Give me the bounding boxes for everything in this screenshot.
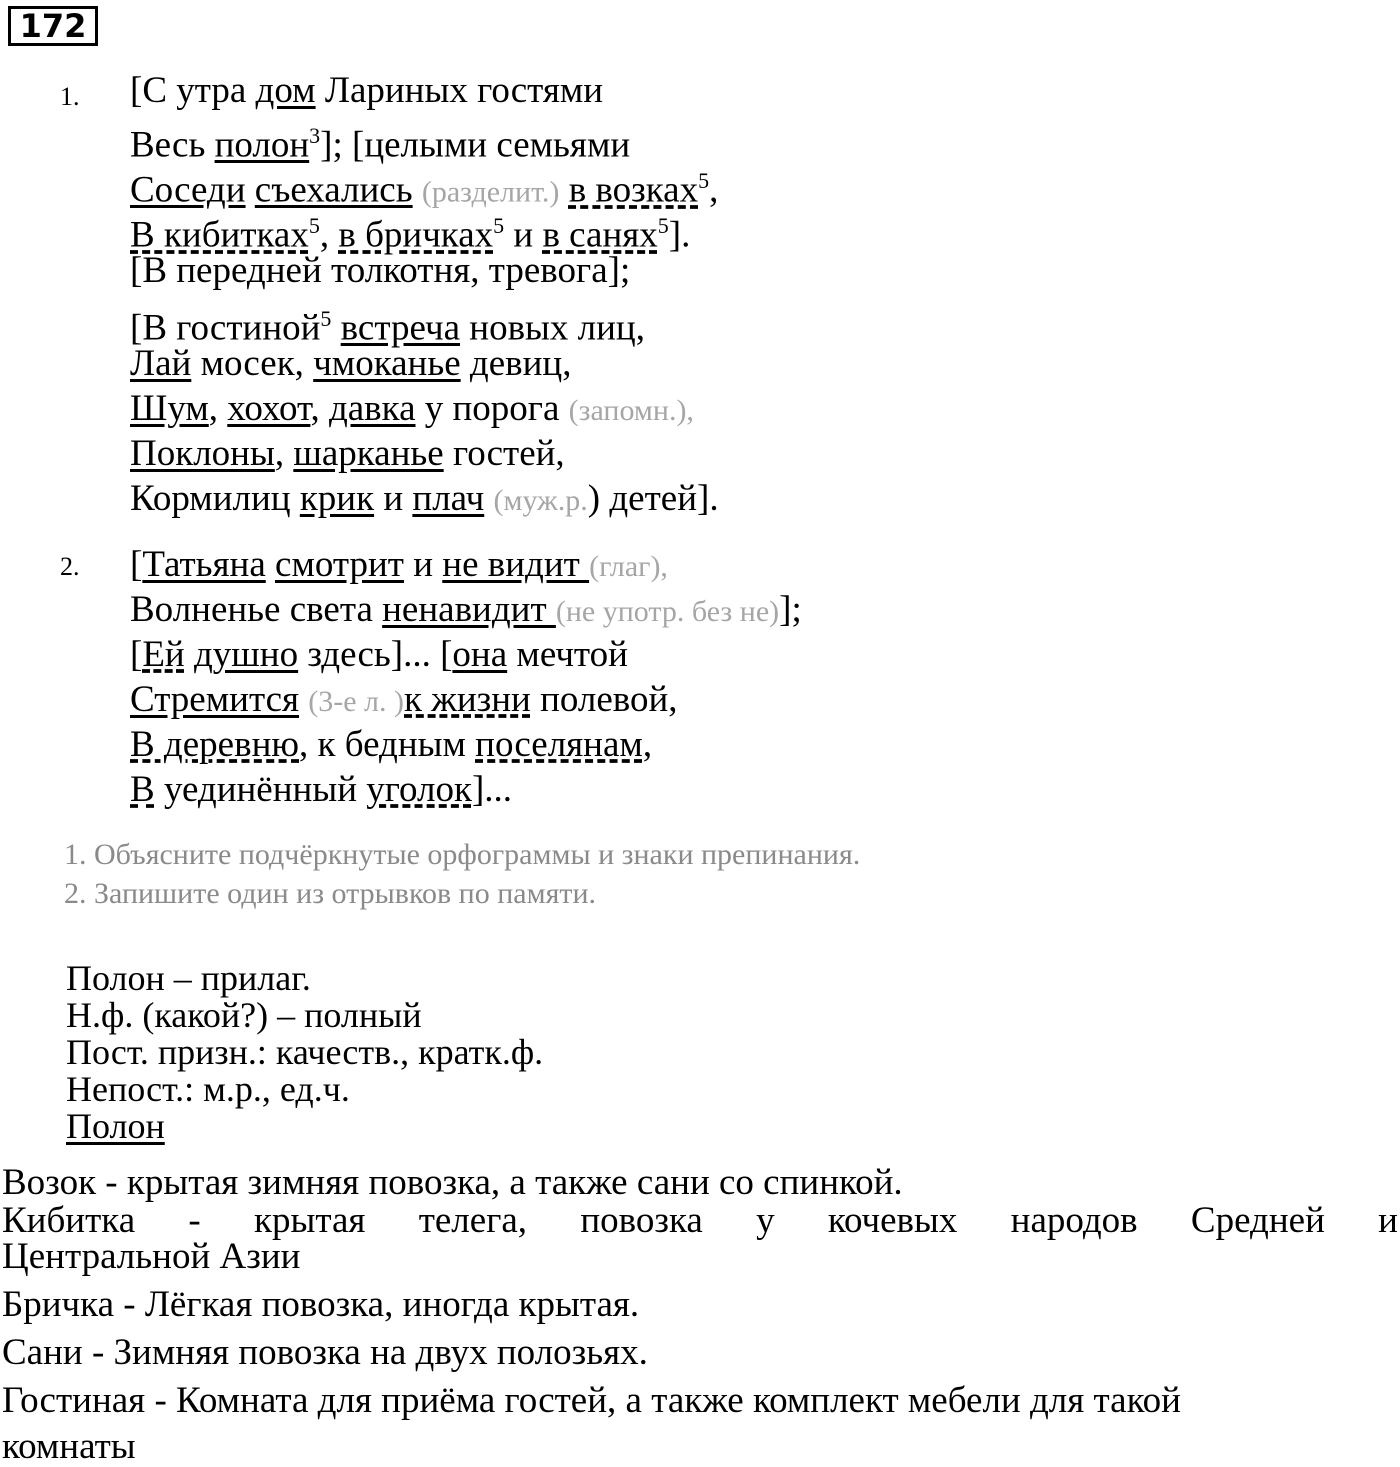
text: Волненье света: [130, 589, 383, 630]
poem-line: [130, 341, 571, 386]
text: [В гостиной: [130, 307, 321, 349]
text: , к бедным: [299, 724, 476, 765]
text: [В передней толкотня, тревога];: [130, 250, 631, 291]
subject: она: [452, 634, 508, 675]
predicate: смотрит: [275, 544, 404, 585]
text: ].: [668, 214, 691, 256]
note: (муж.р.: [493, 484, 588, 517]
note: (разделит.): [421, 175, 560, 209]
poem-line: [130, 68, 603, 113]
note: (глаг),: [589, 550, 668, 583]
predicate: Стремится: [130, 679, 300, 720]
text: ) детей].: [587, 478, 719, 519]
poem-line: [130, 587, 802, 634]
adverbial: в санях: [542, 214, 658, 256]
task-1: 1. Объясните подчёркнутые орфограммы и знаки препинания.: [64, 838, 861, 871]
superscript: 5: [657, 213, 669, 238]
text: Кормилиц: [130, 478, 300, 519]
poem-line: [130, 677, 678, 724]
adverbial: в возках: [568, 169, 699, 211]
adverbial: к жизни: [404, 679, 531, 720]
text: ]...: [471, 769, 513, 810]
task-number: 172: [8, 6, 98, 46]
text: ];: [779, 589, 802, 630]
subject: хохот: [227, 388, 311, 429]
adverbial: В кибитках: [130, 214, 309, 256]
text: и: [374, 478, 413, 519]
adverbial: поселянам: [475, 724, 643, 765]
adverbial: В деревню: [130, 724, 300, 765]
subject: встреча: [340, 307, 461, 349]
adverbial: В: [130, 769, 155, 810]
text: ,: [709, 169, 719, 211]
gloss-line: Бричка - Лёгкая повозка, иногда крытая.: [2, 1284, 640, 1325]
note: (3-е л. ): [308, 685, 405, 718]
predicate: полон: [214, 124, 310, 166]
text: новых лиц,: [460, 307, 645, 349]
poem-2-number: 2.: [60, 552, 80, 581]
text: [С утра: [130, 70, 256, 111]
space: [266, 544, 275, 585]
predicate: съехались: [254, 169, 413, 211]
text: Лариных гостями: [315, 70, 604, 111]
subject: крик: [299, 478, 375, 519]
note: (запомн.),: [568, 394, 694, 427]
note: (не употр. без не): [555, 595, 780, 628]
text: [: [130, 544, 143, 585]
poem-line: [130, 431, 565, 476]
subject: Поклоны: [130, 433, 275, 474]
text: у порога: [415, 388, 569, 429]
morph-line: Непост.: м.р., ед.ч.: [66, 1069, 350, 1109]
gloss-line: комнаты: [2, 1426, 136, 1467]
subject: плач: [412, 478, 485, 519]
text: уединённый: [154, 769, 367, 810]
subject: давка: [328, 388, 416, 429]
poem-line: [130, 476, 719, 523]
superscript: 5: [493, 213, 505, 238]
poem-line: [130, 542, 668, 589]
morph-word: Полон: [66, 1106, 165, 1146]
gloss-line: Возок - крытая зимняя повозка, а также сани со спинкой.: [2, 1162, 903, 1203]
text: ,: [274, 433, 294, 474]
text: мечтой: [507, 634, 628, 675]
poem-1-number: 1.: [60, 82, 80, 111]
gloss-line: Гостиная - Комната для приёма гостей, а также комплект мебели для такой: [2, 1380, 1181, 1421]
text: ]; [целыми семьями: [320, 124, 631, 166]
text: девиц,: [460, 343, 572, 384]
subject: Татьяна: [142, 544, 266, 585]
text: и: [504, 214, 543, 256]
gloss-line: Центральной Азии: [2, 1236, 301, 1277]
subject: Лай: [130, 343, 192, 384]
subject: Соседи: [130, 169, 246, 211]
text: ,: [642, 724, 653, 765]
superscript: 5: [698, 168, 710, 193]
text: мосек,: [191, 343, 314, 384]
text: ,: [208, 388, 228, 429]
poem-line: [130, 767, 512, 812]
text: здесь]... [: [298, 634, 453, 675]
poem-line: [130, 632, 628, 677]
text: гостей,: [443, 433, 565, 474]
morph-line: Н.ф. (какой?) – полный: [66, 995, 422, 1035]
subject: шарканье: [293, 433, 444, 474]
adverbial: Ей: [142, 634, 185, 675]
subject: Шум: [130, 388, 209, 429]
superscript: 5: [308, 213, 320, 238]
space: [185, 634, 194, 675]
superscript: 5: [320, 306, 332, 331]
poem-line: [130, 248, 630, 293]
predicate: ненавидит: [382, 589, 556, 630]
adverbial: в бричках: [338, 214, 494, 256]
text: ,: [319, 214, 339, 256]
text: полевой,: [530, 679, 678, 720]
task-2: 2. Запишите один из отрывков по памяти.: [64, 877, 597, 910]
gloss-line: Сани - Зимняя повозка на двух полозьях.: [2, 1332, 648, 1373]
morph-line: Полон – прилаг.: [66, 958, 311, 998]
subject: дом: [255, 70, 316, 111]
subject: чмоканье: [313, 343, 461, 384]
superscript: 3: [309, 123, 321, 148]
poem-line: [130, 386, 694, 433]
text: Весь: [130, 124, 215, 166]
text: ,: [310, 388, 329, 429]
text: [: [130, 634, 143, 675]
adverbial: уголок: [366, 769, 472, 810]
space: [299, 679, 308, 720]
predicate: душно: [193, 634, 299, 675]
predicate: не видит: [442, 544, 590, 585]
gloss-line: Кибитка - крытая телега, повозка у кочевых народов Средней и: [2, 1200, 1398, 1241]
text: и: [403, 544, 443, 585]
poem-line: [130, 722, 652, 767]
morph-line: Пост. призн.: качеств., кратк.ф.: [66, 1032, 544, 1072]
